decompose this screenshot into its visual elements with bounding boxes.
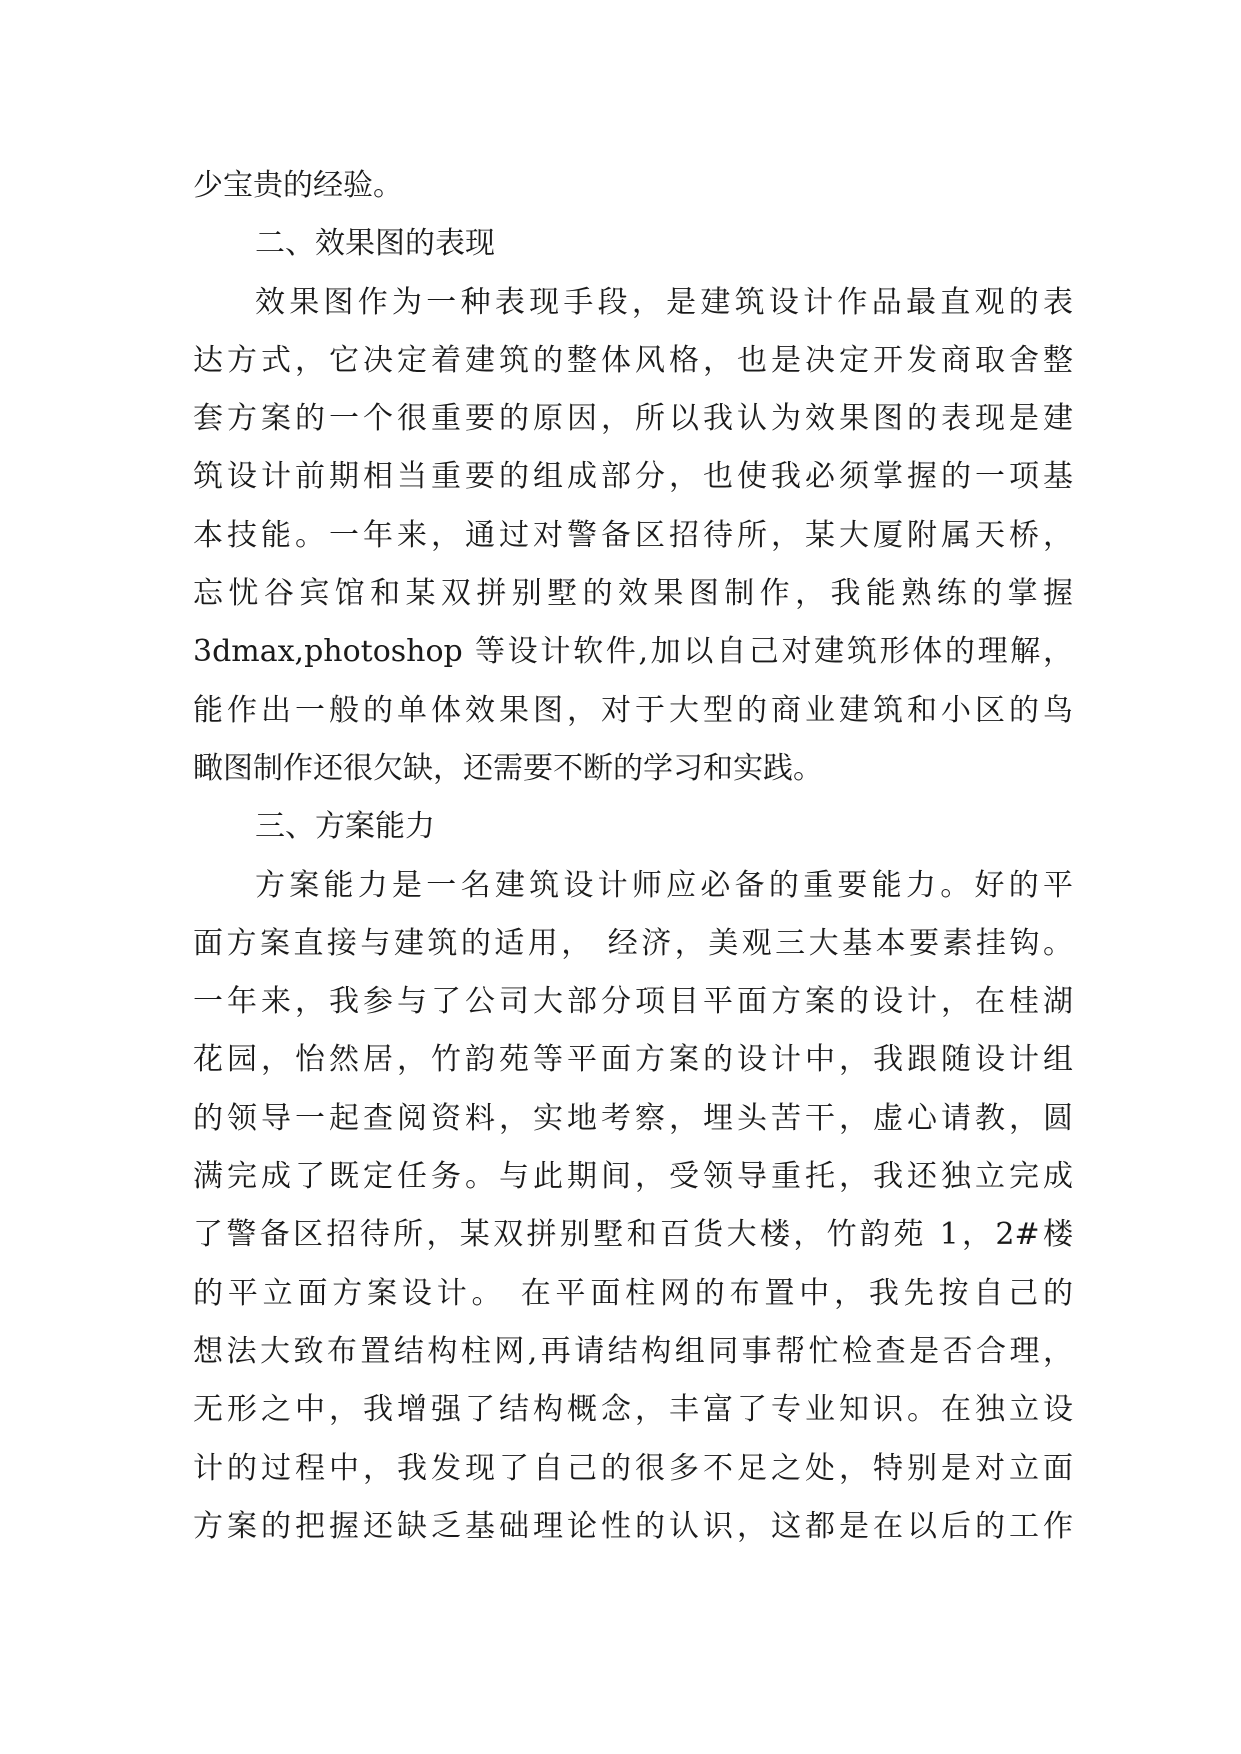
text-line: 花园，怡然居，竹韵苑等平面方案的设计中，我跟随设计组: [193, 1042, 1073, 1078]
text-line: 忘忧谷宾馆和某双拼别墅的效果图制作，我能熟练的掌握: [193, 576, 1073, 612]
paragraph-first-line: 方案能力是一名建筑设计师应必备的重要能力。好的平: [255, 867, 1073, 903]
text-line: 瞰图制作还很欠缺，还需要不断的学习和实践。: [193, 750, 823, 786]
section-heading: 三、方案能力: [255, 809, 435, 845]
text-line: 本技能。一年来，通过对警备区招待所，某大厦附属天桥，: [193, 517, 1073, 553]
paragraph-first-line: 效果图作为一种表现手段，是建筑设计作品最直观的表: [255, 284, 1073, 320]
text-line: 方案的把握还缺乏基础理论性的认识，这都是在以后的工作: [193, 1508, 1073, 1544]
text-line: 想法大致布置结构柱网,再请结构组同事帮忙检查是否合理，: [193, 1333, 1073, 1369]
text-line: 了警备区招待所，某双拼别墅和百货大楼，竹韵苑 1，2#楼: [193, 1217, 1073, 1253]
text-line: 面方案直接与建筑的适用， 经济，美观三大基本要素挂钩。: [193, 925, 1073, 961]
text-line: 无形之中，我增强了结构概念，丰富了专业知识。在独立设: [193, 1392, 1073, 1428]
text-line: 计的过程中，我发现了自己的很多不足之处，特别是对立面: [193, 1450, 1073, 1486]
text-line: 的领导一起查阅资料，实地考察，埋头苦干，虚心请教，圆: [193, 1100, 1073, 1136]
text-line: 满完成了既定任务。与此期间，受领导重托，我还独立完成: [193, 1159, 1073, 1195]
text-line: 一年来，我参与了公司大部分项目平面方案的设计，在桂湖: [193, 984, 1073, 1020]
section-heading: 二、效果图的表现: [255, 226, 495, 262]
text-line: 的平立面方案设计。 在平面柱网的布置中，我先按自己的: [193, 1275, 1073, 1311]
text-line: 3dmax,photoshop 等设计软件,加以自己对建筑形体的理解，: [193, 634, 1073, 670]
text-line: 套方案的一个很重要的原因，所以我认为效果图的表现是建: [193, 401, 1073, 437]
text-line: 少宝贵的经验。: [193, 168, 403, 203]
text-line: 能作出一般的单体效果图，对于大型的商业建筑和小区的鸟: [193, 692, 1073, 728]
document-body: [193, 157, 1073, 1556]
text-line: 达方式，它决定着建筑的整体风格，也是决定开发商取舍整: [193, 342, 1073, 378]
text-line: 筑设计前期相当重要的组成部分，也使我必须掌握的一项基: [193, 459, 1073, 495]
